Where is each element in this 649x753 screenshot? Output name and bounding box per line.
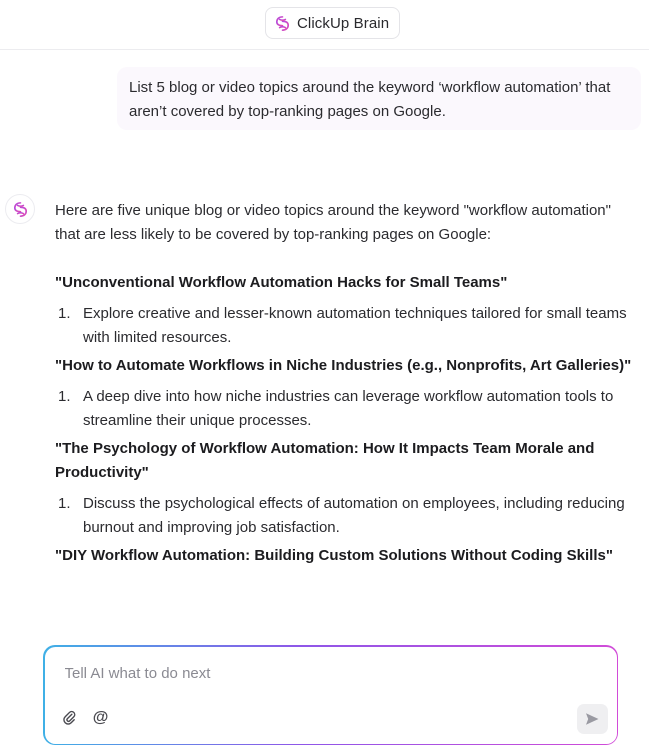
brand-title: ClickUp Brain (297, 14, 390, 32)
list-number: 1. (58, 495, 71, 512)
send-button[interactable] (577, 704, 608, 734)
topic-block (55, 271, 635, 350)
ai-avatar-icon (12, 201, 29, 218)
list-item-text: Discuss the psychological effects of automation on employees, including reducing burnout and improving job satisfaction. (83, 495, 625, 536)
list-number: 1. (58, 388, 71, 405)
list-item (55, 492, 635, 540)
list-item (55, 385, 635, 433)
topic-title: "Unconventional Workflow Automation Hacks for Small Teams" (55, 274, 508, 291)
user-message-bubble (117, 67, 641, 130)
paperclip-icon[interactable] (61, 709, 79, 727)
prompt-input[interactable] (65, 665, 565, 682)
send-icon (584, 711, 600, 727)
composer (43, 645, 618, 745)
clickup-brain-logo-icon (274, 15, 291, 32)
user-message-text: List 5 blog or video topics around the keyword ‘workflow automation’ that aren’t covered by top-ranking pages on Google. (129, 79, 611, 120)
composer-box (45, 647, 617, 744)
list-item (55, 302, 635, 350)
brand-pill[interactable] (265, 7, 400, 39)
topic-block (55, 544, 635, 568)
topic-title: "DIY Workflow Automation: Building Custom Solutions Without Coding Skills" (55, 547, 613, 564)
header-bar (0, 0, 649, 50)
topic-block (55, 437, 635, 540)
ai-intro-text: Here are five unique blog or video topics around the keyword "workflow automation" that are less likely to be covered by top-ranking pages on Google: (55, 202, 611, 243)
topic-title: "The Psychology of Workflow Automation: How It Impacts Team Morale and Productivity" (55, 440, 595, 481)
ai-avatar (5, 194, 35, 224)
at-sign-icon[interactable]: @ (92, 708, 109, 726)
topic-title: "How to Automate Workflows in Niche Industries (e.g., Nonprofits, Art Galleries)" (55, 357, 632, 374)
list-item-text: A deep dive into how niche industries can leverage workflow automation tools to streamline their unique processes. (83, 388, 614, 429)
list-number: 1. (58, 305, 71, 322)
ai-response (55, 199, 635, 629)
topic-block (55, 354, 635, 433)
list-item-text: Explore creative and lesser-known automation techniques tailored for small teams with limited resources. (83, 305, 627, 346)
